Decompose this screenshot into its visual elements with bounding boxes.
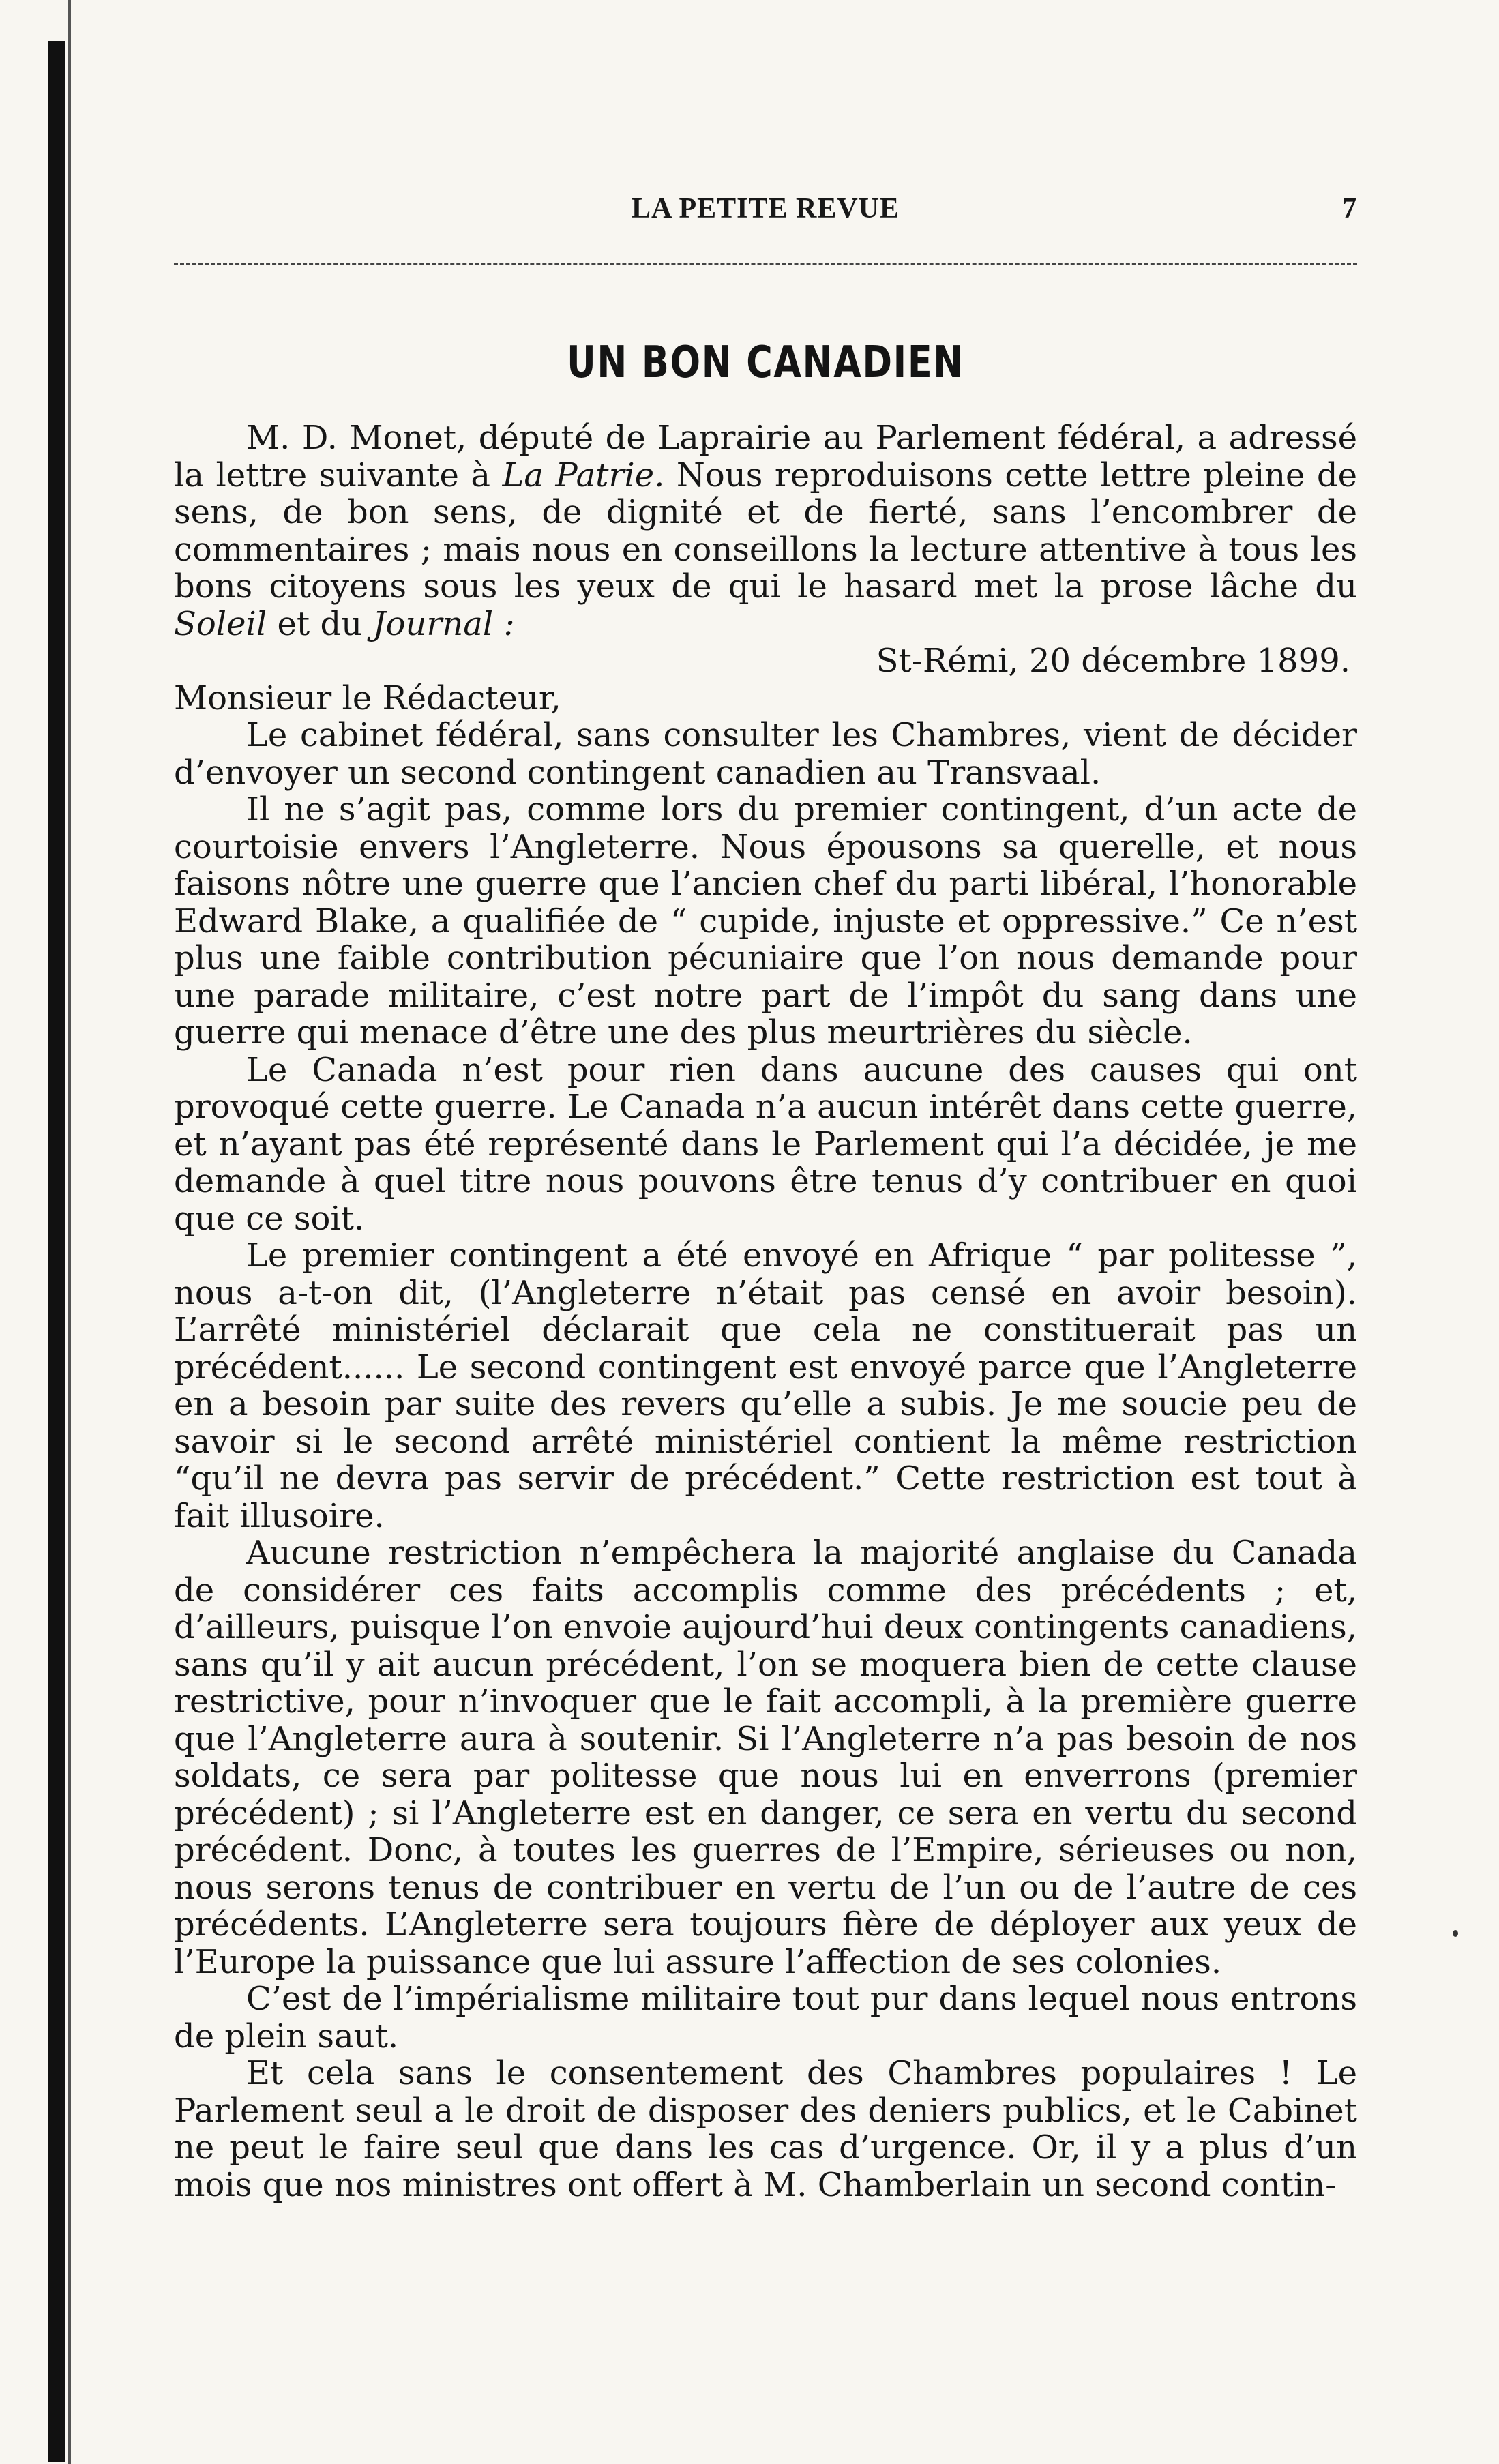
letter-paragraph: Le premier contingent a été envoyé en Afrique “ par politesse ”, nous a-t-on dit, (l’Angleterre n’était pas censé en avoir besoin). L’arrêté ministériel déclarait que cela ne constituerait pas un précédent...... Le second contingent est envoyé parce que l’Angleterre en a besoin par suite des revers qu’elle a subis. Je me soucie peu de savoir si le second arrêté ministériel contient la même restriction “qu’il ne devra pas servir de précédent.” Cette restriction est tout à fait illusoire. (174, 1236, 1357, 1535)
article-title: UN BON CANADIEN (567, 338, 964, 388)
newspaper-title-journal: Journal : (372, 604, 515, 643)
intro-text: et du (267, 604, 373, 643)
letter-salutation: Monsieur le Rédacteur, (174, 679, 561, 717)
letter-paragraph: C’est de l’impérialisme militaire tout pur dans lequel nous entrons de plein saut. (174, 1980, 1357, 2055)
article-body (174, 419, 1357, 2203)
running-title: LA PETITE REVUE (631, 193, 900, 224)
newspaper-title-la-patrie: La Patrie. (502, 456, 665, 494)
letter-paragraph: Il ne s’agit pas, comme lors du premier contingent, d’un acte de courtoisie envers l’Angleterre. Nous épousons sa querelle, et nous faisons nôtre une guerre que l’ancien chef du parti libéral, l’honorable Edward Blake, a qualifiée de “ cupide, injuste et oppressive.” Ce n’est plus une faible contribution pécuniaire que l’on nous demande pour une parade militaire, c’est notre part de l’impôt du sang dans une guerre qui menace d’être une des plus meurtrières du siècle. (174, 790, 1357, 1052)
header-rule (174, 263, 1357, 265)
binding-edge (48, 41, 65, 2462)
binding-edge-line (68, 0, 71, 2464)
intro-text: Nous reproduisons cette lettre pleine de sens, de bon sens, de dignité et de fierté, sans l’encombrer de commentaires ; mais nous en conseillons la lecture attentive à tous les bons citoyens sous les yeux de qui le hasard met la prose lâche du (174, 456, 1358, 606)
newspaper-title-soleil: Soleil (174, 604, 267, 643)
letter-paragraph: Le cabinet fédéral, sans consulter les Chambres, vient de décider d’envoyer un second contingent canadien au Transvaal. (174, 716, 1357, 792)
intro-text: M. D. Monet, député de Laprairie au Parlement fédéral, a adressé la lettre suivante à (174, 419, 1357, 494)
letter-paragraph: Et cela sans le consentement des Chambres populaires ! Le Parlement seul a le droit de disposer des deniers publics, et le Cabinet ne peut le faire seul que dans les cas d’urgence. Or, il y a plus d’un mois que nos ministres ont offert à M. Chamberlain un second contin- (174, 2054, 1357, 2204)
letter-paragraph: Le Canada n’est pour rien dans aucune des causes qui ont provoqué cette guerre. Le Canada n’a aucun intérêt dans cette guerre, et n’ayant pas été représenté dans le Parlement qui l’a décidée, je me demande à quel titre nous pouvons être tenus d’y contribuer en quoi que ce soit. (174, 1050, 1357, 1238)
letter-paragraph: Aucune restriction n’empêchera la majorité anglaise du Canada de considérer ces faits accomplis comme des précédents ; et, d’ailleurs, puisque l’on envoie aujourd’hui deux contingents canadiens, sans qu’il y ait aucun précédent, l’on se moquera bien de cette clause restrictive, pour n’invoquer que le fait accompli, à la première guerre que l’Angleterre aura à soutenir. Si l’Angleterre n’a pas besoin de nos soldats, ce sera par politesse que nous lui en enverrons (premier précédent) ; si l’Angleterre est en danger, ce sera en vertu du second précédent. Donc, à toutes les guerres de l’Empire, sérieuses ou non, nous serons tenus de contribuer en vertu de l’un ou de l’autre de ces précédents. L’Angleterre sera toujours fière de déployer aux yeux de l’Europe la puissance que lui assure l’affection de ses colonies. (174, 1534, 1357, 1981)
page-number: 7 (1342, 193, 1357, 224)
intro-paragraph (174, 419, 1357, 642)
ink-speck (1453, 1930, 1458, 1937)
letter-dateline: St-Rémi, 20 décembre 1899. (876, 642, 1350, 680)
running-header (174, 192, 1357, 233)
